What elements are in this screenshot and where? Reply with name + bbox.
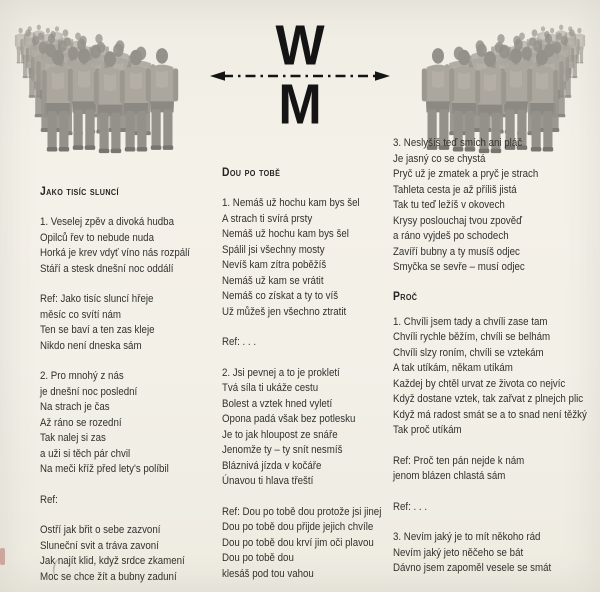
lyric-block xyxy=(393,136,582,276)
lyric-line: Je to jak hloupost ze snáře xyxy=(222,428,338,441)
lyric-line: měsíc co svítí nám xyxy=(40,308,121,321)
lyric-line: Bláznivá jízda v kočáře xyxy=(222,459,322,472)
lyric-line: Opona padá však bez potlesku xyxy=(222,413,356,425)
lyrics-column-3 xyxy=(393,136,600,592)
lyric-line: Pryč už je zmatek a pryč je strach xyxy=(393,168,539,180)
lyric-line: Ref: . . . xyxy=(222,336,257,348)
song-title: Dou po tobě xyxy=(222,167,281,179)
lyric-block xyxy=(40,493,220,509)
lyric-line: Ref: . . . xyxy=(393,500,428,513)
lyric-line: Smyčka se sevře – musí odjec xyxy=(393,261,525,273)
lyric-line: A strach ti svírá prsty xyxy=(222,212,313,225)
lyric-line: Ref: xyxy=(40,493,58,506)
lyric-line: 2. Pro mnohý z nás xyxy=(40,370,124,382)
lyric-line: Když dostane vztek, tak zařvat z plnejch plic xyxy=(393,393,584,405)
lyric-line: Na meči kříž před lety's políbil xyxy=(40,463,169,475)
lyric-line: Nikdo není dneska sám xyxy=(40,339,142,352)
lyric-block xyxy=(222,366,402,490)
lyric-block xyxy=(393,500,582,516)
lyric-line: Tak proč utíkám xyxy=(393,424,462,436)
lyric-line: Chvíli rychle běžím, chvíli se belhám xyxy=(393,331,551,343)
lyric-block xyxy=(222,335,402,351)
lyric-line: Tvá síla ti ukáže cestu xyxy=(222,382,319,394)
scan-red-mark xyxy=(0,548,5,565)
logo-letter-m: M xyxy=(278,73,322,137)
lyric-line: Jak najít klid, když srdce zkamení xyxy=(40,555,185,567)
logo-letter-w: W xyxy=(275,14,325,78)
lyric-line: Tak tu teď ležíš v okovech xyxy=(393,199,505,211)
lyric-block xyxy=(393,315,587,439)
lyric-block xyxy=(222,505,402,583)
lyric-line: A tak utíkám, někam utíkám xyxy=(393,362,513,374)
lyric-line: 1. Chvíli jsem tady a chvíli zase tam xyxy=(393,315,548,328)
lyric-line: Sluneční svit a tráva zavoní xyxy=(40,539,159,552)
lyric-line: je dnešní noc poslední xyxy=(40,385,138,398)
lyric-line: Už můžeš jen všechno ztratit xyxy=(222,305,347,318)
lyrics-column-2 xyxy=(222,167,422,592)
lyric-line: Ref: Dou po tobě dou protože jsi jinej xyxy=(222,505,382,518)
lyric-line: Když má radost smát se a to snad není těžký xyxy=(393,408,587,421)
lyric-line: a uži si těch pár chvil xyxy=(40,447,131,460)
lyric-line: Bolest a vztek hned vyletí xyxy=(222,397,333,410)
lyric-block xyxy=(40,369,220,478)
lyric-line: Stáří a stesk dnešní noc oddálí xyxy=(40,262,174,275)
lyric-line: 1. Nemáš už hochu kam bys šel xyxy=(222,197,360,209)
lyric-line: Tahleta cesta je až příliš jistá xyxy=(393,183,517,196)
lyric-line: Ref: Jako tisíc sluncí hřeje xyxy=(40,293,154,305)
song-title: Jako tisíc sluncí xyxy=(40,186,119,198)
lyric-line: Spálil jsi všechny mosty xyxy=(222,243,325,256)
lyric-line: Dou po tobě dou xyxy=(222,552,294,564)
lyric-block xyxy=(393,530,582,577)
lyric-block xyxy=(222,196,402,320)
lyric-line: Nemáš už hochu kam bys šel xyxy=(222,228,349,240)
lyric-line: Chvíli slzy roním, chvíli se vztekám xyxy=(393,346,544,359)
lyric-line: jenom blázen chlastá sám xyxy=(393,470,506,482)
lyric-block xyxy=(40,292,220,354)
lyric-line: Jenomže ty – ty snít nesmíš xyxy=(222,444,343,456)
lyric-block xyxy=(40,523,220,585)
lyric-line: Horká je krev vdyť víno nás rozpálí xyxy=(40,247,191,259)
lyric-line: Zavíří bubny a ty musíš odjec xyxy=(393,245,520,258)
lyric-line: Dou po tobě dou krví jim oči plavou xyxy=(222,536,374,549)
lyric-line: Ostří jak břit o sebe zazvoní xyxy=(40,524,161,536)
lyric-line: klesáš pod tou vahou xyxy=(222,567,314,580)
lyric-line: Nevím jaký jeto něčeho se bát xyxy=(393,546,524,559)
lyric-line: 3. Nevím jaký je to mít někoho rád xyxy=(393,531,541,543)
lyric-line: Nemáš už kam se vrátit xyxy=(222,274,324,287)
lyric-line: Dávno jsem zapoměl vesele se smát xyxy=(393,562,552,574)
lyric-line: Je jasný co se chystá xyxy=(393,152,486,165)
lyric-line: Únavou ti hlava třeští xyxy=(222,475,314,487)
lyric-line: Na strach je čas xyxy=(40,401,110,413)
lyric-line: 2. Jsi pevnej a to je prokletí xyxy=(222,366,340,379)
lyric-line: a ráno vyjdeš po schodech xyxy=(393,230,509,242)
lyric-line: Ref: Proč ten pán nejde k nám xyxy=(393,454,525,467)
lyric-line: Každej by chtěl urvat ze života co nejvíc xyxy=(393,377,566,390)
lyric-line: Moc se chce žít a bubny zaduní xyxy=(40,570,177,583)
lyric-line: Tak nalej si zas xyxy=(40,432,106,444)
lyric-line: Dou po tobě dou přijde jejich chvíle xyxy=(222,521,374,533)
lyrics-column-1 xyxy=(40,186,240,592)
lyric-line: Nevíš kam zítra poběžíš xyxy=(222,259,327,271)
lyric-line: 3. Neslyšíš teď smích ani pláč xyxy=(393,137,523,149)
lyric-line: Opilců řev to nebude nuda xyxy=(40,231,154,244)
lyric-line: Až ráno se rozední xyxy=(40,416,122,429)
lyric-line: Nemáš co získat a ty to víš xyxy=(222,290,339,302)
lyric-block xyxy=(40,215,220,277)
lyric-line: 1. Veselej zpěv a divoká hudba xyxy=(40,216,174,228)
song-title: Proč xyxy=(393,290,418,303)
lyric-block xyxy=(393,454,582,485)
lyric-line: Krysy poslouchaj tvou zpověď xyxy=(393,214,523,227)
lyric-line: Ten se baví a ten zas kleje xyxy=(40,324,155,336)
wm-logo xyxy=(0,14,600,137)
